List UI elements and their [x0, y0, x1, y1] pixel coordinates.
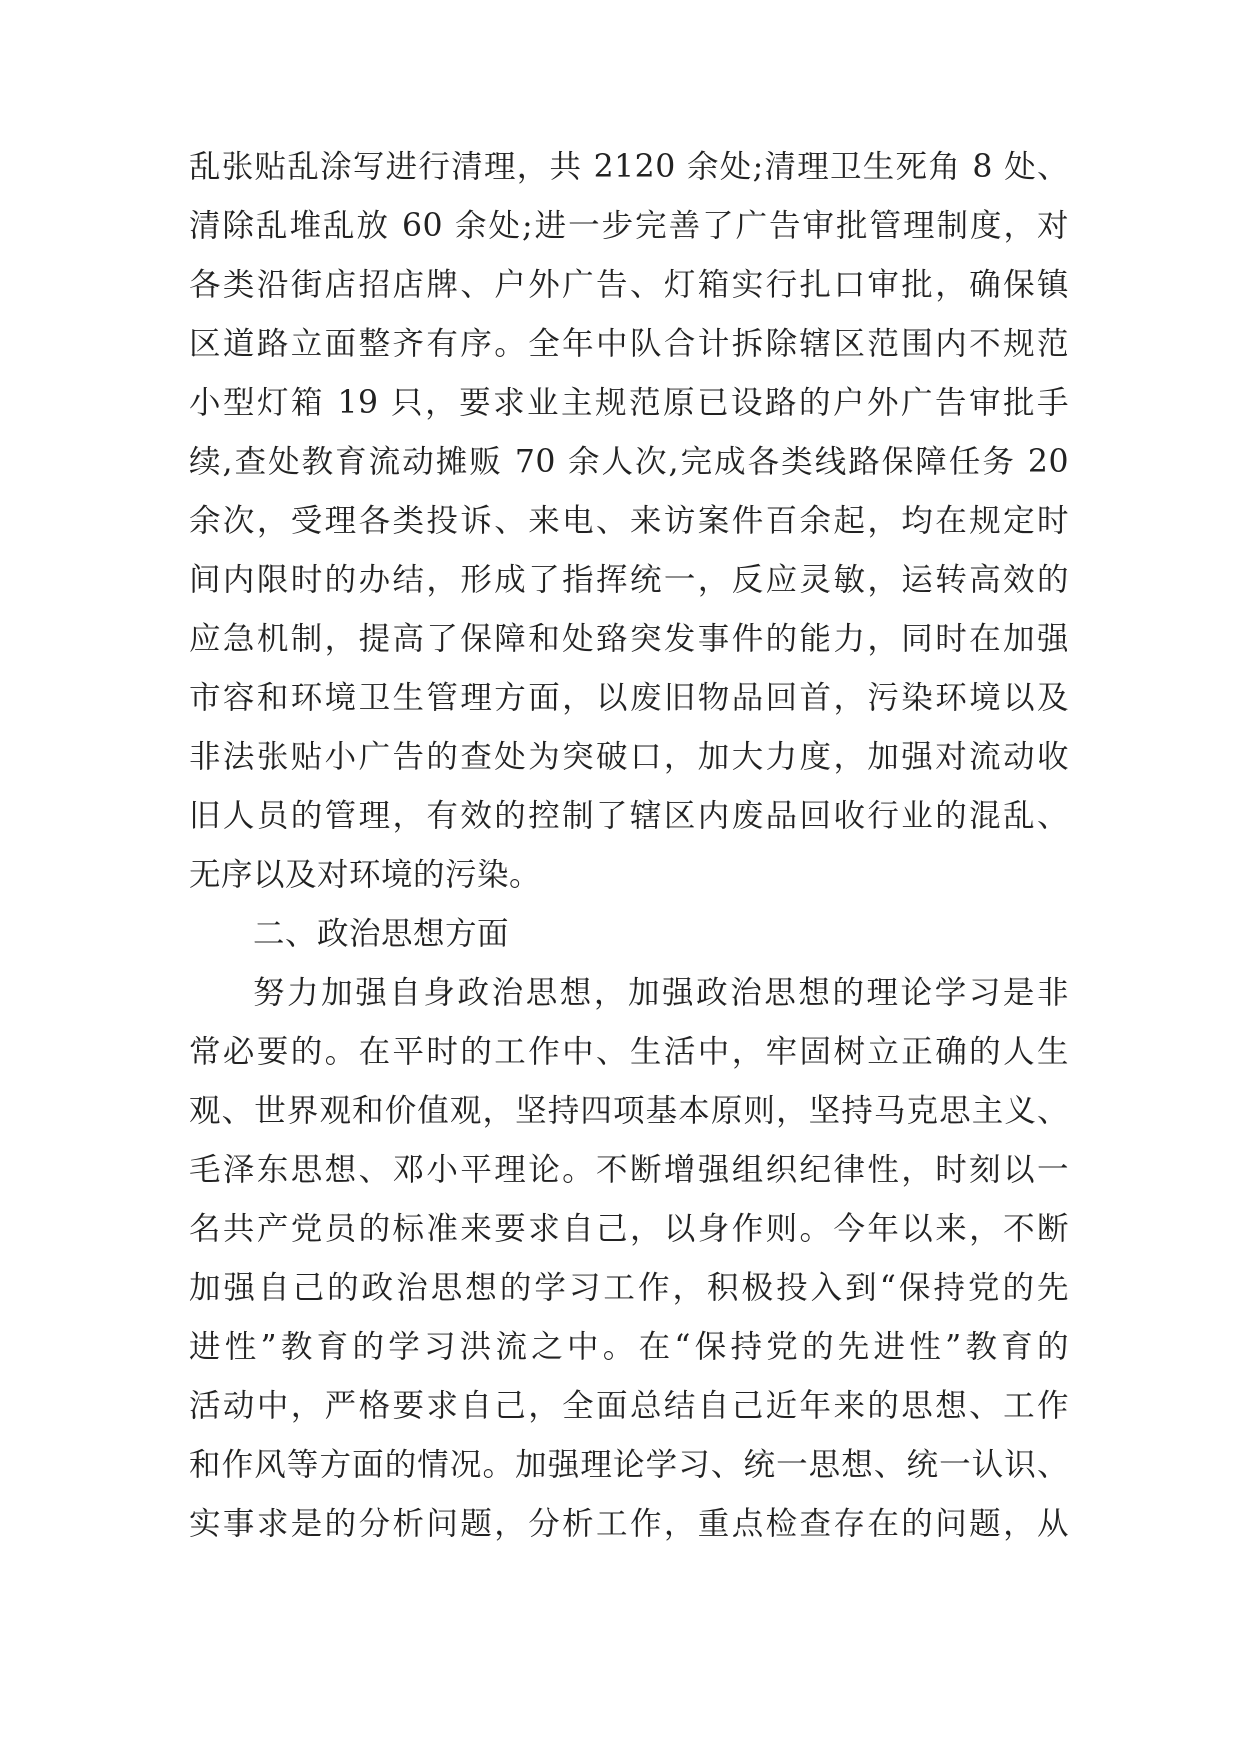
document-body: [189, 138, 1069, 1554]
text-line: 毛泽东思想、邓小平理论。不断增强组织纪律性，时刻以一: [189, 1152, 1069, 1188]
text-line: 旧人员的管理，有效的控制了辖区内废品回收行业的混乱、: [189, 798, 1069, 834]
text-line: 非法张贴小广告的查处为突破口，加大力度，加强对流动收: [189, 739, 1069, 775]
text-line: 实事求是的分析问题，分析工作，重点检查存在的问题，从: [189, 1506, 1069, 1542]
text-line: 市容和环境卫生管理方面，以废旧物品回首，污染环境以及: [189, 680, 1069, 716]
text-line: 常必要的。在平时的工作中、生活中，牢固树立正确的人生: [189, 1034, 1069, 1070]
text-line: 加强自己的政治思想的学习工作，积极投入到“保持党的先: [189, 1270, 1069, 1306]
text-line: 小型灯箱 19 只，要求业主规范原已设路的户外广告审批手: [189, 385, 1069, 421]
text-line: 各类沿街店招店牌、户外广告、灯箱实行扎口审批，确保镇: [189, 267, 1069, 303]
section-heading: 二、政治思想方面: [253, 916, 510, 952]
text-line: 观、世界观和价值观，坚持四项基本原则，坚持马克思主义、: [189, 1093, 1069, 1129]
text-line: 无序以及对环境的污染。: [189, 857, 542, 893]
text-line: 清除乱堆乱放 60 余处;进一步完善了广告审批管理制度，对: [189, 208, 1069, 244]
text-line: 活动中，严格要求自己，全面总结自己近年来的思想、工作: [189, 1388, 1069, 1424]
text-line: 名共产党员的标准来要求自己，以身作则。今年以来，不断: [189, 1211, 1069, 1247]
text-line: 应急机制，提高了保障和处臵突发事件的能力，同时在加强: [189, 621, 1069, 657]
text-line: 进性”教育的学习洪流之中。在“保持党的先进性”教育的: [189, 1329, 1069, 1365]
text-line: 余次，受理各类投诉、来电、来访案件百余起，均在规定时: [189, 503, 1069, 539]
text-line: 和作风等方面的情况。加强理论学习、统一思想、统一认识、: [189, 1447, 1069, 1483]
paragraph-section: [189, 964, 1069, 1554]
text-line: 区道路立面整齐有序。全年中队合计拆除辖区范围内不规范: [189, 326, 1069, 362]
text-line: 乱张贴乱涂写进行清理，共 2120 余处;清理卫生死角 8 处、: [189, 149, 1069, 185]
text-line: 续,查处教育流动摊贩 70 余人次,完成各类线路保障任务 20: [189, 444, 1069, 480]
text-line: 间内限时的办结，形成了指挥统一，反应灵敏，运转高效的: [189, 562, 1069, 598]
text-line: 努力加强自身政治思想，加强政治思想的理论学习是非: [253, 975, 1069, 1011]
paragraph-continued: [189, 138, 1069, 905]
